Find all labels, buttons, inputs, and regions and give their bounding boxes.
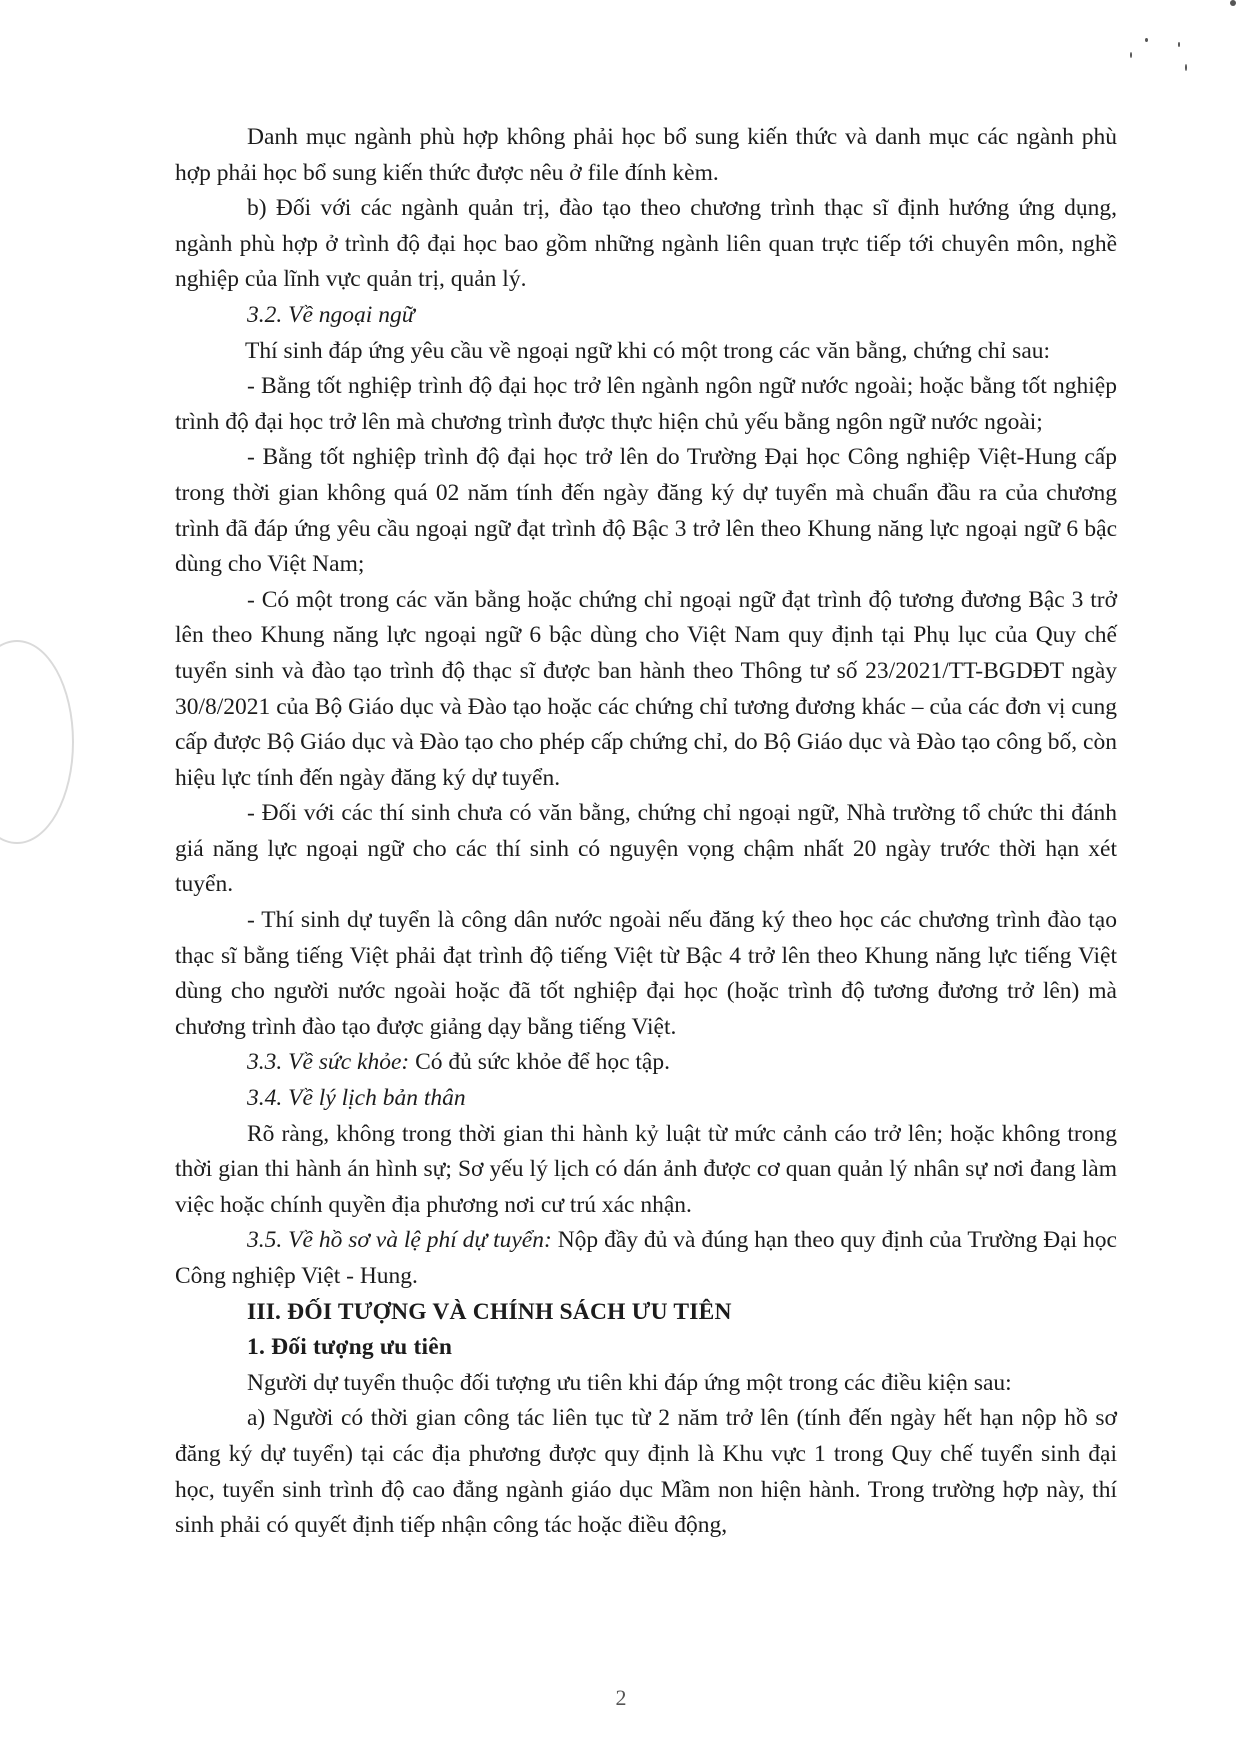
scan-speck xyxy=(1178,42,1180,47)
scan-speck xyxy=(1130,52,1132,58)
scan-speck xyxy=(1230,0,1236,6)
page-number: 2 xyxy=(615,1685,627,1710)
paragraph-foreign-candidates: - Thí sinh dự tuyển là công dân nước ngoài nếu đăng ký theo học các chương trình đào tạo thạc sĩ bằng tiếng Việt phải đạt trình độ tiếng Việt từ Bậc 4 trở lên theo Khung năng lực tiếng Việt dùng cho người nước ngoài hoặc đã tốt nghiệp đại học (hoặc trình độ tương đương trở lên) mà chương trình đào tạo được giảng dạy bằng tiếng Việt. xyxy=(175,907,1117,1040)
stamp-line xyxy=(0,738,28,760)
stamp-line xyxy=(0,714,28,736)
paragraph-personal-record: Rõ ràng, không trong thời gian thi hành kỷ luật từ mức cảnh cáo trở lên; hoặc không trong thời gian thi hành án hình sự; Sơ yếu lý lịch có dán ảnh được cơ quan quản lý nhân sự nơi đang làm việc hoặc chính quyền địa phương nơi cư trú xác nhận. xyxy=(175,1120,1117,1218)
stamp-line xyxy=(0,690,28,712)
scan-speck xyxy=(1145,38,1148,42)
paragraph-priority-a: a) Người có thời gian công tác liên tục từ 2 năm trở lên (tính đến ngày hết hạn nộp hồ sơ đăng ký dự tuyển) tại các địa phương được quy định là Khu vực 1 trong Quy chế tuyển sinh đại học, tuyển sinh trình độ cao đẳng ngành giáo dục Mầm non hiện hành. Trong trường hợp này, thí sinh phải có quyết định tiếp nhận công tác hoặc điều động, xyxy=(175,1405,1117,1539)
faded-stamp xyxy=(0,640,74,844)
paragraph-language-test: - Đối với các thí sinh chưa có văn bằng, chứng chỉ ngoại ngữ, Nhà trường tổ chức thi đánh giá năng lực ngoại ngữ cho các thí sinh có nguyện vọng chậm nhất 20 ngày trước thời hạn xét tuyển. xyxy=(175,800,1117,898)
section-3-5-title: 3.5. Về hồ sơ và lệ phí dự tuyển: xyxy=(247,1227,552,1254)
section-3-3-title: 3.3. Về sức khỏe: xyxy=(247,1049,410,1076)
section-3-3-text: Có đủ sức khỏe để học tập. xyxy=(409,1049,670,1076)
section-3-5 xyxy=(175,1223,1117,1294)
paragraph-language-requirement: Thí sinh đáp ứng yêu cầu về ngoại ngữ khi có một trong các văn bằng, chứng chỉ sau: xyxy=(245,337,1051,364)
section-iii-heading: III. ĐỐI TƯỢNG VÀ CHÍNH SÁCH ƯU TIÊN xyxy=(247,1298,732,1325)
paragraph-viet-hung-degree: - Bằng tốt nghiệp trình độ đại học trở lên do Trường Đại học Công nghiệp Việt-Hung cấp trong thời gian không quá 02 năm tính đến ngày đăng ký dự tuyển mà chuẩn đầu ra của chương trình đã đáp ứng yêu cầu ngoại ngữ đạt trình độ Bậc 3 trở lên theo Khung năng lực ngoại ngữ 6 bậc dùng cho Việt Nam; xyxy=(175,444,1117,578)
paragraph-related-majors: Danh mục ngành phù hợp không phải học bổ sung kiến thức và danh mục các ngành phù hợp phải học bổ sung kiến thức được nêu ở file đính kèm. xyxy=(175,124,1117,186)
paragraph-management-majors: b) Đối với các ngành quản trị, đào tạo theo chương trình thạc sĩ định hướng ứng dụng, ngành phù hợp ở trình độ đại học bao gồm những ngành liên quan trực tiếp tới chuyên môn, nghề nghiệp của lĩnh vực quản trị, quản lý. xyxy=(175,195,1117,293)
subsection-1-heading: 1. Đối tượng ưu tiên xyxy=(247,1334,453,1361)
section-3-3 xyxy=(175,1045,1117,1081)
paragraph-language-degree: - Bằng tốt nghiệp trình độ đại học trở lên ngành ngôn ngữ nước ngoài; hoặc bằng tốt nghiệp trình độ đại học trở lên mà chương trình được thực hiện chủ yếu bằng ngôn ngữ nước ngoài; xyxy=(175,373,1117,435)
paragraph-language-certificate: - Có một trong các văn bằng hoặc chứng chỉ ngoại ngữ đạt trình độ tương đương Bậc 3 trở lên theo Khung năng lực ngoại ngữ 6 bậc dùng cho Việt Nam quy định tại Phụ lục của Quy chế tuyển sinh và đào tạo trình độ thạc sĩ được ban hành theo Thông tư số 23/2021/TT-BGDĐT ngày 30/8/2021 của Bộ Giáo dục và Đào tạo hoặc các chứng chỉ tương đương khác – của các đơn vị cung cấp được Bộ Giáo dục và Đào tạo cho phép cấp chứng chỉ, do Bộ Giáo dục và Đào tạo công bố, còn hiệu lực tính đến ngày đăng ký dự tuyển. xyxy=(175,586,1117,791)
section-3-2-title: 3.2. Về ngoại ngữ xyxy=(247,301,415,328)
document-body xyxy=(175,120,1117,1544)
section-3-4-title: 3.4. Về lý lịch bản thân xyxy=(247,1085,466,1112)
paragraph-priority-conditions: Người dự tuyển thuộc đối tượng ưu tiên khi đáp ứng một trong các điều kiện sau: xyxy=(247,1369,1012,1396)
stamp-line xyxy=(0,762,28,784)
section-3-5-text: Nộp đầy đủ và đúng hạn theo quy định của Trường Đại học Công nghiệp Việt - Hung. xyxy=(175,1227,1117,1289)
scan-speck xyxy=(1185,64,1187,71)
